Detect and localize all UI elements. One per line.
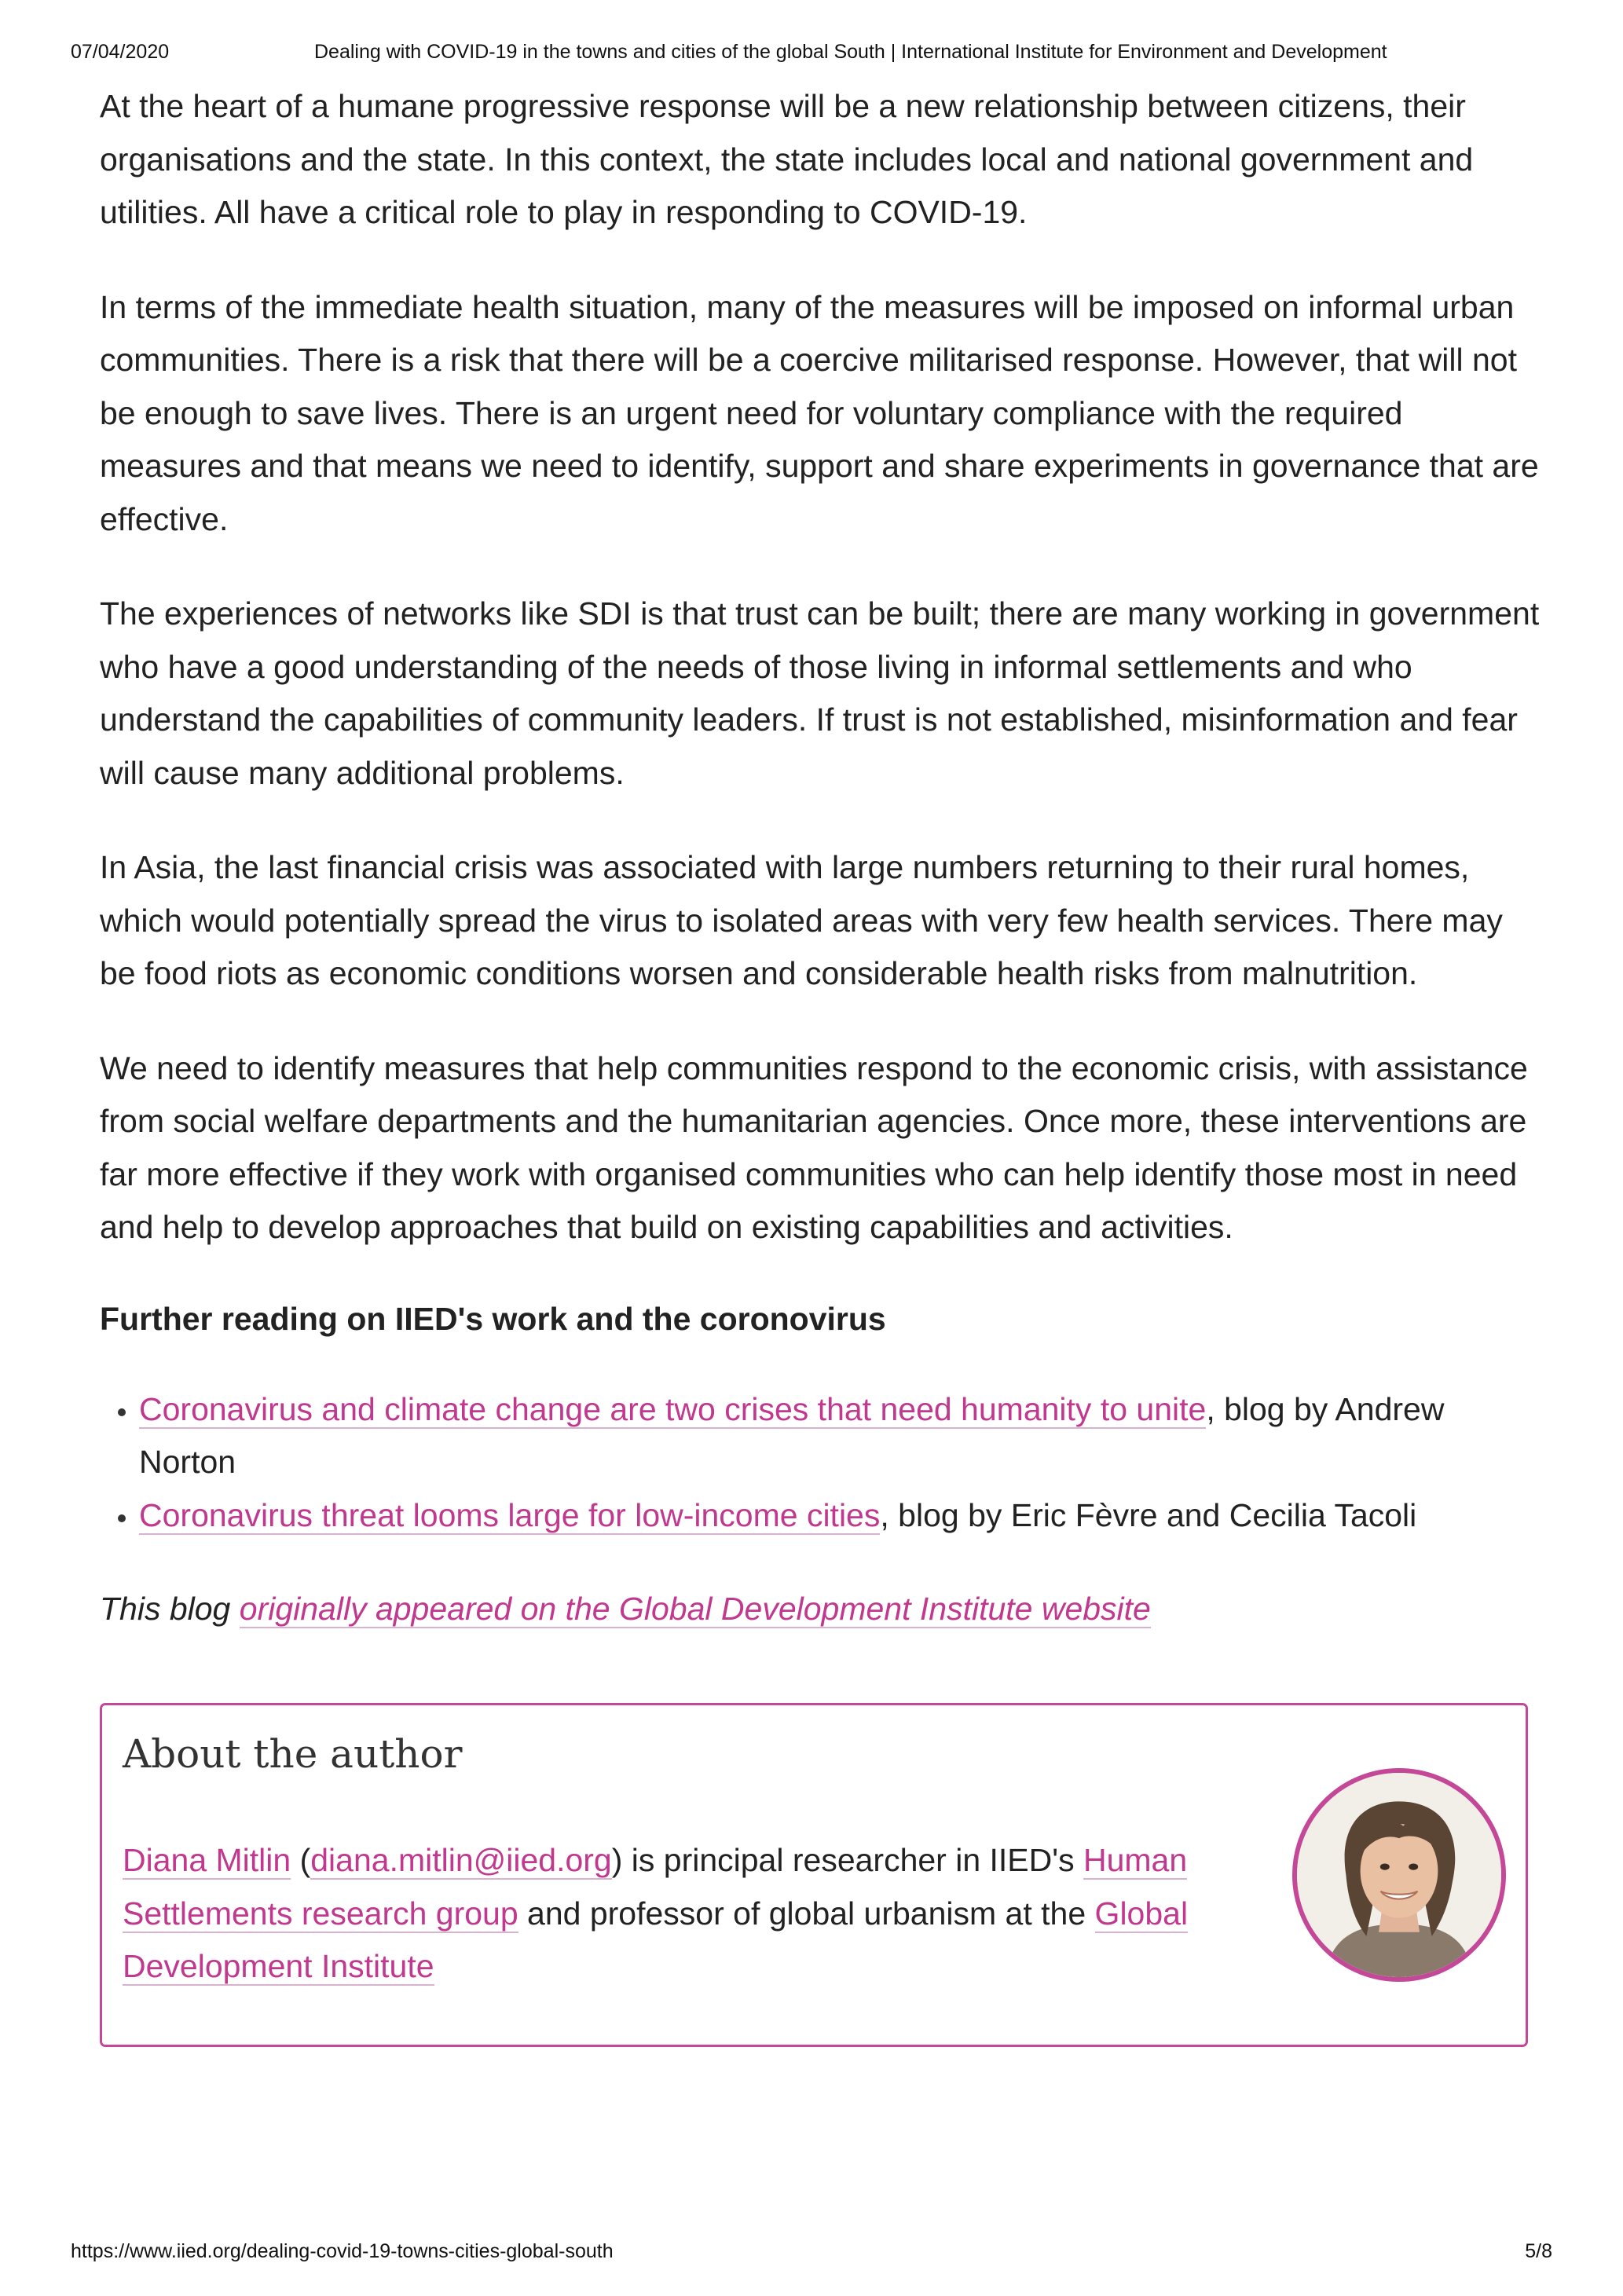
page-number: 5/8	[1525, 2240, 1552, 2262]
further-reading-link-climate[interactable]: Coronavirus and climate change are two crises that need humanity to unite	[139, 1390, 1207, 1427]
research-group-link[interactable]: Human Settlements research group	[123, 1842, 1188, 1932]
article-paragraph: At the heart of a humane progressive response will be a new relationship between citizens, their organisations and the state. In this context, the state includes local and national government and utilities. All have a critical role to play in responding to COVID-19.	[100, 88, 1474, 230]
about-author-box	[100, 1703, 1528, 2047]
bio-text: and professor of global urbanism at the	[518, 1895, 1095, 1932]
print-date: 07/04/2020	[71, 41, 170, 63]
author-photo-icon	[1292, 1768, 1506, 1982]
source-note	[100, 1583, 1541, 1636]
author-name-link[interactable]: Diana Mitlin	[123, 1842, 291, 1878]
print-url: https://www.iied.org/dealing-covid-19-towns-cities-global-south	[71, 2240, 614, 2262]
article-paragraph: We need to identify measures that help communities respond to the economic crisis, with assistance from social welfare departments and the humanitarian agencies. Once more, these interventions are far more effective if they work with organised communities who can help identify those most in need and help to develop approaches that build on existing capabilities and activities.	[100, 1049, 1528, 1245]
source-link[interactable]: originally appeared on the Global Development Institute website	[239, 1591, 1151, 1627]
article-paragraph: In terms of the immediate health situation, many of the measures will be imposed on informal urban communities. There is a risk that there will be a coercive militarised response. However, that will not be enough to save lives. There is an urgent need for voluntary compliance with the required measures and that means we need to identify, support and share experiments in governance that are effective.	[100, 288, 1539, 537]
bio-text: ) is principal researcher in IIED's	[611, 1842, 1083, 1878]
article-paragraph: In Asia, the last financial crisis was associated with large numbers returning to their rural homes, which would potentially spread the virus to isolated areas with very few health services. There may be food riots as economic conditions worsen and considerable health risks from malnutrition.	[100, 849, 1503, 991]
author-email-link[interactable]: diana.mitlin@iied.org	[310, 1842, 612, 1878]
article-body	[100, 80, 1541, 1678]
article-paragraph: The experiences of networks like SDI is that trust can be built; there are many working in government who have a good understanding of the needs of those living in informal settlements and who understand the capabilities of community leaders. If trust is not established, misinformation and fear will cause many additional problems.	[100, 595, 1540, 791]
institute-link[interactable]: Global Development Institute	[123, 1895, 1189, 1984]
print-header	[71, 41, 1552, 68]
about-author-heading: About the author	[123, 1731, 463, 1777]
print-page-title: Dealing with COVID-19 in the towns and cities of the global South | International Institute for Environment and Development	[314, 41, 1387, 63]
list-item	[139, 1489, 1541, 1543]
author-bio	[123, 1834, 1238, 1994]
print-footer	[71, 2240, 1552, 2267]
list-item-byline: , blog by Eric Fèvre and Cecilia Tacoli	[880, 1496, 1417, 1533]
bio-text: (	[291, 1842, 311, 1878]
list-item	[139, 1383, 1541, 1489]
further-reading-list	[100, 1383, 1541, 1543]
source-note-prefix: This blog	[100, 1591, 240, 1627]
further-reading-heading: Further reading on IIED's work and the coronovirus	[100, 1300, 886, 1337]
further-reading-link-cities[interactable]: Coronavirus threat looms large for low-income cities	[139, 1496, 881, 1533]
list-item-byline: , blog by Andrew Norton	[139, 1390, 1445, 1480]
